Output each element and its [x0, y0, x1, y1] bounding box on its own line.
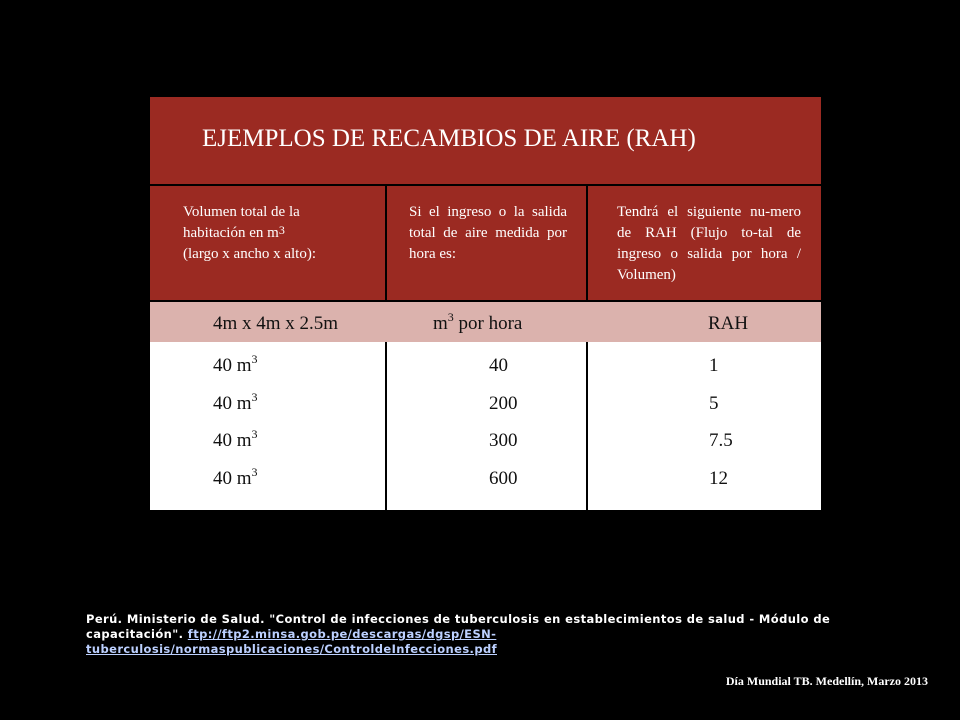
table-cell-flow: 300 [489, 430, 518, 451]
table-cell-rah: 12 [709, 468, 728, 489]
units-volume: 4m x 4m x 2.5m [213, 313, 339, 334]
citation [86, 612, 876, 657]
units-rah: RAH [708, 313, 749, 334]
table-units-row [150, 302, 821, 342]
table-cell-rah: 1 [709, 355, 719, 376]
header-flow-text: Si el ingreso o la salida total de aire medida por hora es: [409, 204, 567, 262]
table-cell-flow: 40 [489, 355, 508, 376]
footer-event: Día Mundial TB. Medellín, Marzo 2013 [725, 674, 928, 688]
header-volume-line1: Volumen total de la [183, 204, 300, 220]
table-cell-volume: 40 $m^3$ [213, 465, 258, 489]
citation-link[interactable]: ftp://ftp2.minsa.gob.pe/descargas/dgsp/ESN-tuberculosis/normaspublicaciones/ControldeInfecciones.pdf [86, 627, 497, 656]
header-volume-sup: 3 [278, 223, 285, 237]
table-cell-volume: 40 $m^3$ [213, 352, 258, 376]
table-title-row [150, 97, 821, 184]
header-volume [150, 186, 385, 300]
header-rah-text: Tendrá el siguiente nu-mero de RAH (Flujo to-tal de ingreso o salida por hora / Volumen) [617, 204, 801, 283]
header-volume-line3: (largo x ancho x alto): [183, 246, 317, 262]
citation-text: Perú. Ministerio de Salud. "Control de infecciones de tuberculosis en establecimientos de salud - Módulo de capacitación". [86, 612, 831, 641]
header-volume-line2: habitación en m [183, 225, 279, 241]
column-divider [586, 342, 588, 510]
table-title: EJEMPLOS DE RECAMBIOS DE AIRE (RAH) [202, 125, 696, 152]
units-flow: $m^3$ por hora [433, 310, 523, 334]
air-exchange-table [150, 97, 821, 510]
header-rah [588, 186, 821, 300]
table-cell-flow: 600 [489, 468, 518, 489]
table-cell-rah: 7.5 [709, 430, 733, 451]
table-header-row [150, 186, 821, 300]
table-cell-flow: 200 [489, 393, 518, 414]
column-divider [385, 342, 387, 510]
table-cell-volume: 40 $m^3$ [213, 390, 258, 414]
table-cell-volume: 40 $m^3$ [213, 427, 258, 451]
table-cell-rah: 5 [709, 393, 719, 414]
header-flow [387, 186, 586, 300]
